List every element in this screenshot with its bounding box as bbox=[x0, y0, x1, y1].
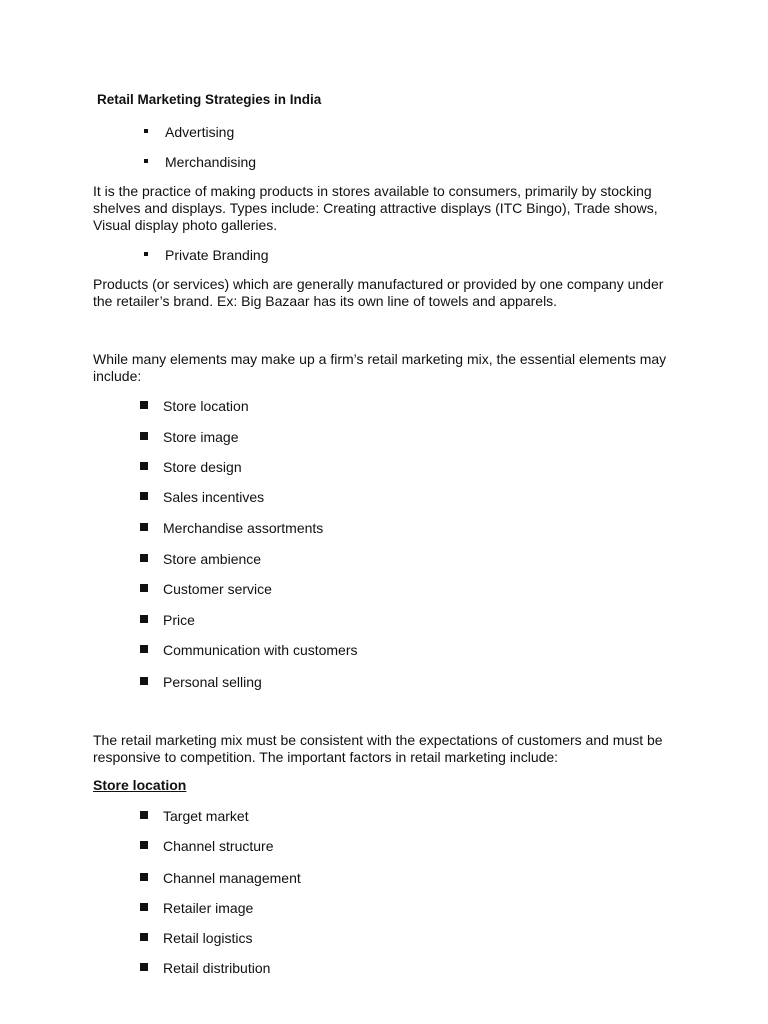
square-bullet-icon bbox=[140, 401, 148, 409]
square-bullet-icon bbox=[140, 811, 148, 819]
paragraph-line: Visual display photo galleries. bbox=[93, 217, 278, 233]
list-item bbox=[140, 428, 238, 446]
list-item-label: Merchandising bbox=[165, 154, 257, 170]
square-bullet-icon bbox=[140, 903, 148, 911]
merchandising-description bbox=[93, 183, 693, 234]
square-bullet-icon bbox=[140, 963, 148, 971]
list-item bbox=[140, 550, 261, 568]
list-item bbox=[144, 153, 256, 171]
list-item bbox=[144, 123, 234, 141]
list-item-label: Advertising bbox=[165, 124, 235, 140]
square-bullet-icon bbox=[140, 523, 148, 531]
list-item-label: Price bbox=[163, 612, 195, 628]
list-item bbox=[140, 519, 323, 537]
list-item-label: Channel management bbox=[163, 870, 301, 886]
paragraph-line: It is the practice of making products in stores available to consumers, primarily by stocking bbox=[93, 183, 652, 199]
list-item-label: Personal selling bbox=[163, 674, 262, 690]
list-item bbox=[140, 641, 358, 659]
document-title: Retail Marketing Strategies in India bbox=[97, 92, 322, 107]
list-item bbox=[144, 246, 269, 264]
square-bullet-icon bbox=[140, 584, 148, 592]
list-item-label: Retailer image bbox=[163, 900, 254, 916]
private-branding-description bbox=[93, 276, 693, 310]
list-item-label: Store image bbox=[163, 429, 239, 445]
paragraph-line: the retailer’s brand. Ex: Big Bazaar has its own line of towels and apparels. bbox=[93, 293, 558, 309]
list-item bbox=[140, 929, 252, 947]
list-item-label: Retail distribution bbox=[163, 960, 271, 976]
bullet-icon bbox=[144, 159, 148, 163]
paragraph-line: The retail marketing mix must be consistent with the expectations of customers and must be bbox=[93, 732, 663, 748]
square-bullet-icon bbox=[140, 554, 148, 562]
square-bullet-icon bbox=[140, 645, 148, 653]
square-bullet-icon bbox=[140, 615, 148, 623]
list-item bbox=[140, 837, 274, 855]
list-item bbox=[140, 899, 253, 917]
list-item bbox=[140, 673, 262, 691]
bullet-icon bbox=[144, 252, 148, 256]
list-item-label: Merchandise assortments bbox=[163, 520, 324, 536]
mix-intro-paragraph bbox=[93, 351, 693, 385]
list-item-label: Target market bbox=[163, 808, 249, 824]
list-item bbox=[140, 611, 195, 629]
square-bullet-icon bbox=[140, 462, 148, 470]
list-item-label: Sales incentives bbox=[163, 489, 265, 505]
paragraph-line: Products (or services) which are generally manufactured or provided by one company under bbox=[93, 276, 664, 292]
list-item bbox=[140, 869, 301, 887]
list-item-label: Store location bbox=[163, 398, 249, 414]
list-item-label: Store ambience bbox=[163, 551, 262, 567]
list-item bbox=[140, 397, 249, 415]
square-bullet-icon bbox=[140, 432, 148, 440]
list-item-label: Channel structure bbox=[163, 838, 274, 854]
square-bullet-icon bbox=[140, 677, 148, 685]
square-bullet-icon bbox=[140, 873, 148, 881]
list-item bbox=[140, 959, 270, 977]
paragraph-line: shelves and displays. Types include: Creating attractive displays (ITC Bingo), Trade shows, bbox=[93, 200, 658, 216]
square-bullet-icon bbox=[140, 933, 148, 941]
list-item-label: Store design bbox=[163, 459, 242, 475]
consistency-paragraph bbox=[93, 732, 693, 766]
paragraph-line: include: bbox=[93, 368, 142, 384]
list-item-label: Communication with customers bbox=[163, 642, 358, 658]
list-item-label: Customer service bbox=[163, 581, 272, 597]
list-item bbox=[140, 807, 249, 825]
bullet-icon bbox=[144, 129, 148, 133]
list-item bbox=[140, 458, 242, 476]
square-bullet-icon bbox=[140, 492, 148, 500]
square-bullet-icon bbox=[140, 841, 148, 849]
list-item bbox=[140, 580, 272, 598]
list-item-label: Retail logistics bbox=[163, 930, 253, 946]
section-heading-store-location: Store location bbox=[93, 777, 187, 793]
paragraph-line: While many elements may make up a firm’s retail marketing mix, the essential elements may bbox=[93, 351, 667, 367]
paragraph-line: responsive to competition. The important factors in retail marketing include: bbox=[93, 749, 559, 765]
list-item bbox=[140, 488, 264, 506]
list-item-label: Private Branding bbox=[165, 247, 269, 263]
